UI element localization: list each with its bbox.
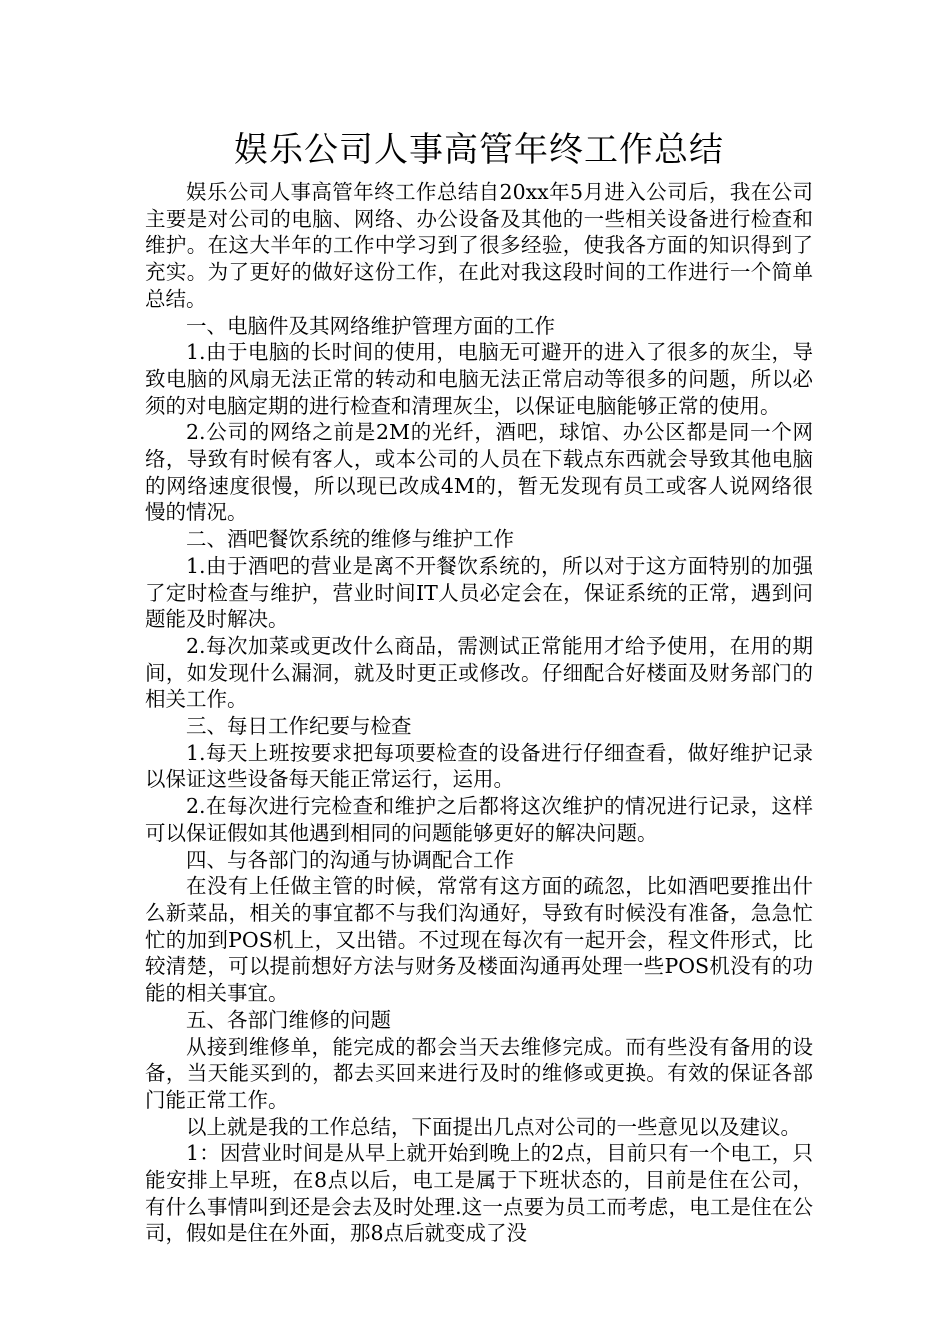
section-heading-1: 一、电脑件及其网络维护管理方面的工作 bbox=[186, 313, 555, 338]
paragraph: 2.每次加菜或更改什么商品，需测试正常能用才给予使用，在用的期间，如发现什么漏洞，就及时更正或修改。仔细配合好楼面及财务部门的相关工作。 bbox=[145, 633, 813, 712]
paragraph: 1.每天上班按要求把每项要检查的设备进行仔细查看，做好维护记录以保证这些设备每天能正常运行，运用。 bbox=[145, 740, 813, 792]
intro-paragraph: 娱乐公司人事高管年终工作总结自20xx年5月进入公司后，我在公司主要是对公司的电脑、网络、办公设备及其他的一些相关设备进行检查和维护。在这大半年的工作中学习到了很多经验，使我各方面的知识得到了充实。为了更好的做好这份工作，在此对我这段时间的工作进行一个简单总结。 bbox=[145, 180, 813, 311]
paragraph: 在没有上任做主管的时候，常常有这方面的疏忽，比如酒吧要推出什么新菜品，相关的事宜都不与我们沟通好，导致有时候没有准备，急急忙忙的加到POS机上，又出错。不过现在每次有一起开会，程文件形式，比较清楚，可以提前想好方法与财务及楼面沟通再处理一些POS机没有的功能的相关事宜。 bbox=[145, 874, 813, 1006]
section-heading-4: 四、与各部门的沟通与协调配合工作 bbox=[186, 847, 514, 872]
paragraph: 从接到维修单，能完成的都会当天去维修完成。而有些没有备用的设备，当天能买到的，都去买回来进行及时的维修或更换。有效的保证各部门能正常工作。 bbox=[145, 1034, 813, 1112]
section-heading-5: 五、各部门维修的问题 bbox=[186, 1007, 391, 1032]
document-page bbox=[145, 125, 813, 1247]
paragraph: 以上就是我的工作总结，下面提出几点对公司的一些意见以及建议。 bbox=[186, 1114, 801, 1139]
paragraph: 1：因营业时间是从早上就开始到晚上的2点，目前只有一个电工，只能安排上早班，在8点以后，电工是属于下班状态的，目前是住在公司，有什么事情叫到还是会去及时处理.这一点要为员工而考虑，电工是住在公司，假如是住在外面，那8点后就变成了没 bbox=[145, 1141, 813, 1246]
paragraph: 2.在每次进行完检查和维护之后都将这次维护的情况进行记录，这样可以保证假如其他遇到相同的问题能够更好的解决问题。 bbox=[145, 794, 813, 845]
document-body bbox=[145, 179, 813, 1247]
document-title: 娱乐公司人事高管年终工作总结 bbox=[234, 130, 724, 170]
paragraph: 1.由于酒吧的营业是离不开餐饮系统的，所以对于这方面特别的加强了定时检查与维护，营业时间IT人员必定会在，保证系统的正常，遇到问题能及时解决。 bbox=[145, 553, 813, 632]
section-heading-2: 二、酒吧餐饮系统的维修与维护工作 bbox=[186, 527, 514, 552]
section-heading-3: 三、每日工作纪要与检查 bbox=[186, 714, 412, 739]
paragraph: 2.公司的网络之前是2M的光纤，酒吧，球馆、办公区都是同一个网络，导致有时候有客人，或本公司的人员在下载点东西就会导致其他电脑的网络速度很慢，所以现已改成4M的，暂无发现有员工或客人说网络很慢的情况。 bbox=[145, 420, 813, 525]
paragraph: 1.由于电脑的长时间的使用，电脑无可避开的进入了很多的灰尘，导致电脑的风扇无法正常的转动和电脑无法正常启动等很多的问题，所以必须的对电脑定期的进行检查和清理灰尘，以保证电脑能够正常的使用。 bbox=[145, 340, 813, 418]
